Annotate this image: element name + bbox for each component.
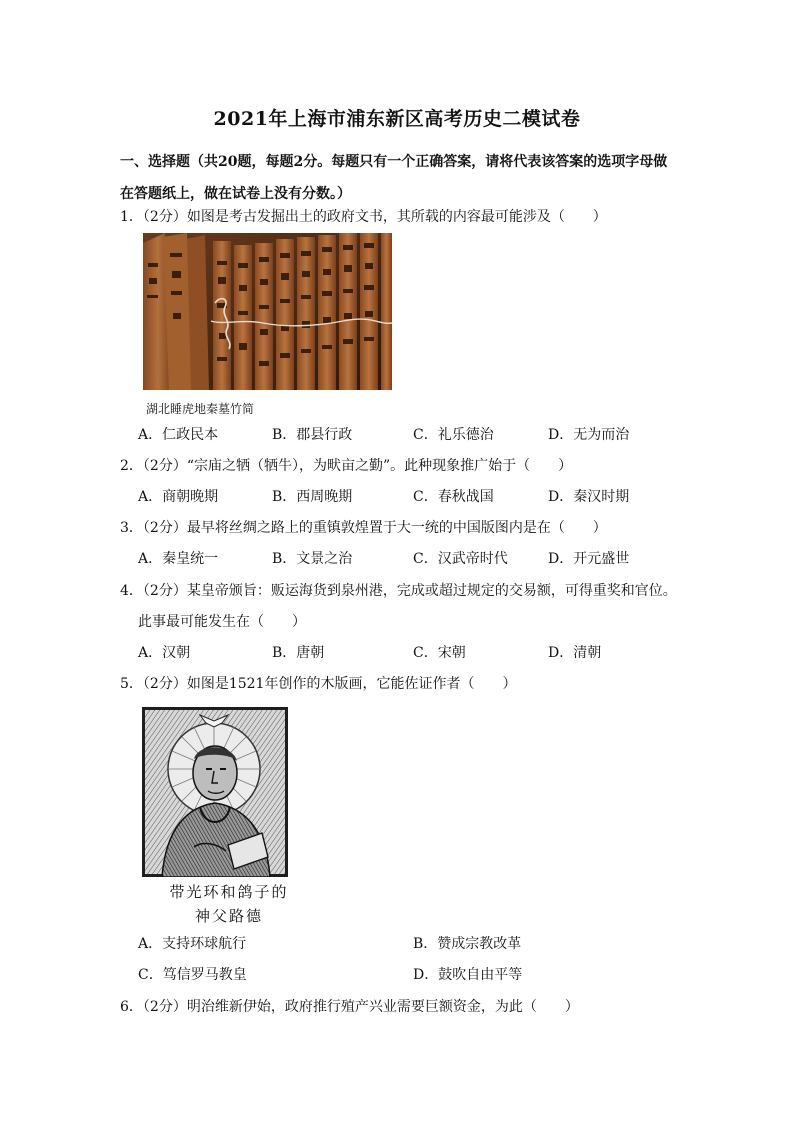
question-2-option-d[interactable]: D．秦汉时期 [548,489,630,505]
question-2-option-a[interactable]: A．商朝晚期 [138,489,219,505]
question-3-option-b[interactable]: B．文景之治 [272,551,353,567]
question-4-option-d[interactable]: D．清朝 [548,645,602,661]
page-title: 2021年上海市浦东新区高考历史二模试卷 [213,108,581,130]
luther-woodcut-image [142,707,288,877]
question-4-option-c[interactable]: C．宋朝 [413,645,466,661]
question-1-image-caption: 湖北睡虎地秦墓竹简 [146,402,255,416]
question-4-option-b[interactable]: B．唐朝 [272,645,325,661]
question-5-stem: 5．（2分）如图是1521年创作的木版画，它能佐证作者（ ） [120,676,517,692]
question-1-option-b[interactable]: B．郡县行政 [272,427,353,443]
question-3-option-d[interactable]: D．开元盛世 [548,551,630,567]
question-3-option-a[interactable]: A．秦皇统一 [138,551,219,567]
question-3-option-c[interactable]: C．汉武帝时代 [413,551,508,567]
section-header-line1: 一、选择题（共20题，每题2分。每题只有一个正确答案，请将代表该答案的选项字母做 [120,154,668,170]
question-4-stem-line2: 此事最可能发生在（ ） [138,614,306,630]
question-5-option-b[interactable]: B．赞成宗教改革 [413,936,522,952]
question-5-option-c[interactable]: C．笃信罗马教皇 [138,967,247,983]
question-5-image-caption-line1: 带光环和鸽子的 [169,883,289,901]
question-5-image-caption-line2: 神父路德 [194,907,263,925]
question-2-option-c[interactable]: C．春秋战国 [413,489,494,505]
question-2-stem: 2．（2分）“宗庙之牺（牺牛），为畎亩之勤”。此种现象推广始于（ ） [120,458,573,474]
question-1-option-a[interactable]: A．仁政民本 [138,427,219,443]
question-5-option-d[interactable]: D．鼓吹自由平等 [413,967,523,983]
bamboo-slips-photo [143,233,392,390]
question-3-stem: 3．（2分）最早将丝绸之路上的重镇敦煌置于大一统的中国版图内是在（ ） [120,520,607,536]
question-6-stem: 6．（2分）明治维新伊始，政府推行殖产兴业需要巨额资金，为此（ ） [120,999,579,1015]
section-header [120,146,680,210]
question-5-image-caption [159,880,299,928]
question-2-option-b[interactable]: B．西周晚期 [272,489,353,505]
question-4-option-a[interactable]: A．汉朝 [138,645,191,661]
question-1-option-d[interactable]: D．无为而治 [548,427,630,443]
question-5-option-a[interactable]: A．支持环球航行 [138,936,247,952]
question-1-stem: 1．（2分）如图是考古发掘出土的政府文书，其所载的内容最可能涉及（ ） [120,209,607,225]
section-header-line2: 在答题纸上，做在试卷上没有分数。） [120,186,351,202]
question-1-option-c[interactable]: C．礼乐德治 [413,427,494,443]
question-4-stem: 4．（2分）某皇帝颁旨：贩运海货到泉州港，完成或超过规定的交易额，可得重奖和官位。 [120,583,677,599]
